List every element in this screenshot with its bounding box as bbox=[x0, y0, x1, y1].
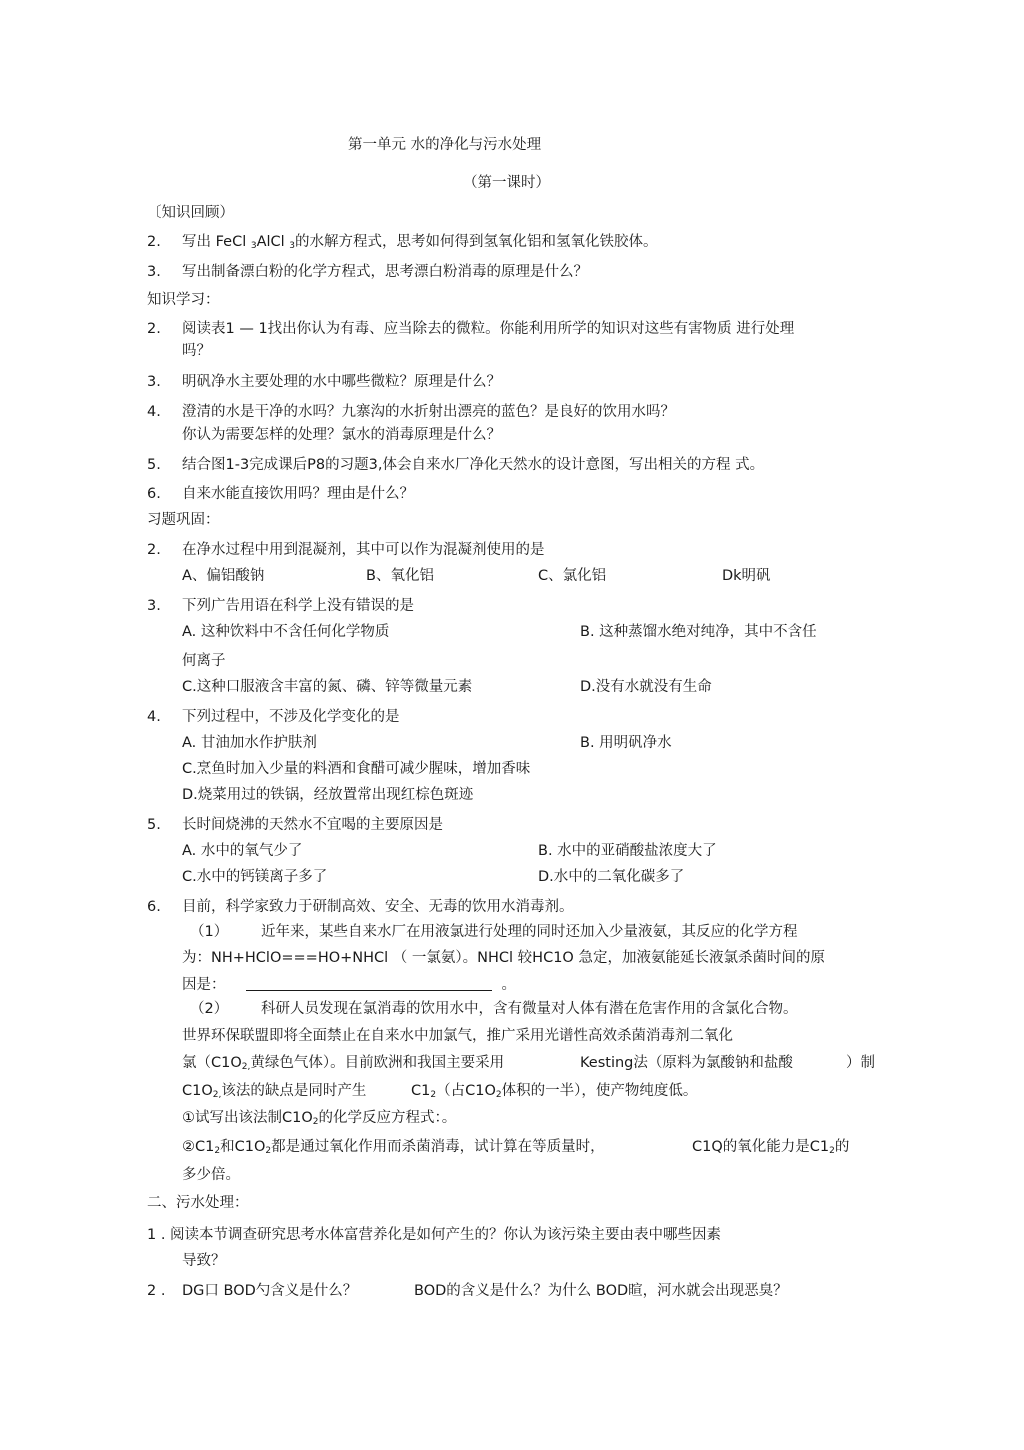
q5-option-d: D.水中的二氧化碳多了 bbox=[538, 869, 685, 885]
q5-number: 5. bbox=[147, 817, 161, 833]
q4-option-a: A. 甘油加水作护肤剂 bbox=[182, 735, 317, 751]
q5-option-c: C.水中的钙镁离子多了 bbox=[182, 869, 328, 885]
review-item-3-number: 3. bbox=[147, 264, 161, 280]
q6-part1-line1: 近年来，某些自来水厂在用液氯进行处理的同时还加入少量液氨，其反应的化学方程 bbox=[261, 924, 798, 940]
q6-part2-line1: 科研人员发现在氯消毒的饮用水中，含有微量对人体有潜在危害作用的含氯化合物。 bbox=[261, 1001, 798, 1017]
q4-option-c: C.烹鱼时加入少量的料酒和食醋可减少腥味，增加香味 bbox=[182, 761, 531, 777]
q2-number: 2. bbox=[147, 542, 161, 558]
q4-number: 4. bbox=[147, 709, 161, 725]
page-title: 第一单元 水的净化与污水处理 bbox=[348, 137, 542, 153]
q6-part2-line3-mid: Kesting法（原料为氯酸钠和盐酸 bbox=[580, 1055, 793, 1071]
answer-blank[interactable] bbox=[246, 976, 492, 991]
q4-option-d: D.烧菜用过的铁锅，经放置常出现红棕色斑迹 bbox=[182, 787, 474, 803]
page-subtitle: （第一课时） bbox=[463, 175, 550, 191]
q6-subquestion-2-line2: 多少倍。 bbox=[182, 1167, 240, 1183]
review-item-2-text: 写出 FeCl $_3$AlCl $_3$的水解方程式，思考如何得到氢氧化铝和氢氧化铁胶体。 bbox=[182, 234, 658, 251]
sewage-item-1-number: 1 . bbox=[147, 1227, 166, 1243]
sewage-item-1-line2: 导致？ bbox=[182, 1253, 226, 1269]
learning-item-6-number: 6. bbox=[147, 486, 161, 502]
review-item-3-text: 写出制备漂白粉的化学方程式，思考漂白粉消毒的原理是什么？ bbox=[182, 264, 588, 280]
q5-stem: 长时间烧沸的天然水不宜喝的主要原因是 bbox=[182, 817, 443, 833]
q3-number: 3. bbox=[147, 598, 161, 614]
q5-option-b: B. 水中的亚硝酸盐浓度大了 bbox=[538, 843, 717, 859]
q6-part2-line4-left: $C1O_{2,}$该法的缺点是同时产生 bbox=[182, 1083, 367, 1100]
q3-stem: 下列广告用语在科学上没有错误的是 bbox=[182, 598, 414, 614]
learning-item-5-number: 5. bbox=[147, 457, 161, 473]
q6-subquestion-1: ①试写出该法制$C1O_2$的化学反应方程式：。 bbox=[182, 1110, 457, 1127]
sewage-item-2-number: 2 . bbox=[147, 1283, 166, 1299]
learning-item-4-line1: 澄清的水是干净的水吗？九寨沟的水折射出漂亮的蓝色？是良好的饮用水吗？ bbox=[182, 404, 675, 420]
learning-item-2-line1: 阅读表1 — 1找出你认为有毒、应当除去的微粒。你能利用所学的知识对这些有害物质 进行处理 bbox=[182, 321, 795, 337]
q6-part2-line4-right: $C1_2$（占$C1O_2$体积的一半），使产物纯度低。 bbox=[411, 1083, 698, 1100]
q6-stem: 目前，科学家致力于研制高效、安全、无毒的饮用水消毒剂。 bbox=[182, 899, 574, 915]
learning-item-4-number: 4. bbox=[147, 404, 161, 420]
q6-part2-line3-right: ）制 bbox=[846, 1055, 875, 1071]
q6-number: 6. bbox=[147, 899, 161, 915]
sewage-item-2-part-b: BOD的含义是什么？为什么 BOD暄，河水就会出现恶臭？ bbox=[414, 1283, 788, 1299]
q6-part2-line3-left: 氯（$C1O_{2,}$黄绿色气体）。目前欧洲和我国主要采用 bbox=[182, 1055, 505, 1072]
sewage-item-2-part-a: DG口 BOD勺含义是什么？ bbox=[182, 1283, 358, 1299]
sewage-heading: 二、污水处理： bbox=[147, 1195, 249, 1211]
learning-item-2-number: 2. bbox=[147, 321, 161, 337]
exercises-heading: 习题巩固： bbox=[147, 512, 220, 528]
q3-option-a: A. 这种饮料中不含任何化学物质 bbox=[182, 624, 390, 640]
learning-item-6-line1: 自来水能直接饮用吗？理由是什么？ bbox=[182, 486, 414, 502]
q6-part1-line3: 因是： 。 bbox=[182, 977, 516, 993]
q6-subquestion-2-right: C1Q的氧化能力是$C1_2$的 bbox=[692, 1139, 850, 1156]
learning-item-3-line1: 明矾净水主要处理的水中哪些微粒？原理是什么？ bbox=[182, 374, 501, 390]
q4-stem: 下列过程中，不涉及化学变化的是 bbox=[182, 709, 400, 725]
learning-item-4-line2: 你认为需要怎样的处理？氯水的消毒原理是什么？ bbox=[182, 427, 501, 443]
q3-option-b-cont: 何离子 bbox=[182, 653, 226, 669]
q4-option-b: B. 用明矾净水 bbox=[580, 735, 672, 751]
learning-heading: 知识学习： bbox=[147, 292, 220, 308]
q3-option-b: B. 这种蒸馏水绝对纯净，其中不含任 bbox=[580, 624, 817, 640]
review-item-2-number: 2. bbox=[147, 234, 161, 250]
q6-subquestion-2-left: $②C1_2$和$C1O_2$都是通过氧化作用而杀菌消毒，试计算在等质量时， bbox=[182, 1139, 605, 1156]
q3-option-c: C.这种口服液含丰富的氮、磷、锌等微量元素 bbox=[182, 679, 473, 695]
learning-item-5-line1: 结合图1-3完成课后P8的习题3,体会自来水厂净化天然水的设计意图，写出相关的方程 式。 bbox=[182, 457, 765, 473]
q6-part1-label: （1） bbox=[190, 924, 229, 940]
q2-option-a: A、偏铝酸钠 bbox=[182, 568, 265, 584]
q6-part2-line2: 世界环保联盟即将全面禁止在自来水中加氯气，推广采用光谱性高效杀菌消毒剂二氧化 bbox=[182, 1028, 733, 1044]
learning-item-2-line2: 吗？ bbox=[182, 343, 211, 359]
q2-option-b: B、氧化铝 bbox=[366, 568, 434, 584]
q2-option-c: C、氯化铝 bbox=[538, 568, 607, 584]
q5-option-a: A. 水中的氧气少了 bbox=[182, 843, 303, 859]
q2-option-d: Dk明矾 bbox=[722, 568, 771, 584]
q3-option-d: D.没有水就没有生命 bbox=[580, 679, 712, 695]
q2-stem: 在净水过程中用到混凝剂，其中可以作为混凝剂使用的是 bbox=[182, 542, 545, 558]
review-heading: 〔知识回顾） bbox=[147, 205, 234, 221]
q6-part1-line2: 为：NH+HClO===HO+NHCl （ 一氯氨）。NHCl 较HC1O 急定，加液氨能延长液氯杀菌时间的原 bbox=[182, 950, 825, 966]
q6-part2-label: （2） bbox=[190, 1001, 229, 1017]
sewage-item-1-line1: 阅读本节调查研究思考水体富营养化是如何产生的？你认为该污染主要由表中哪些因素 bbox=[170, 1227, 721, 1243]
learning-item-3-number: 3. bbox=[147, 374, 161, 390]
